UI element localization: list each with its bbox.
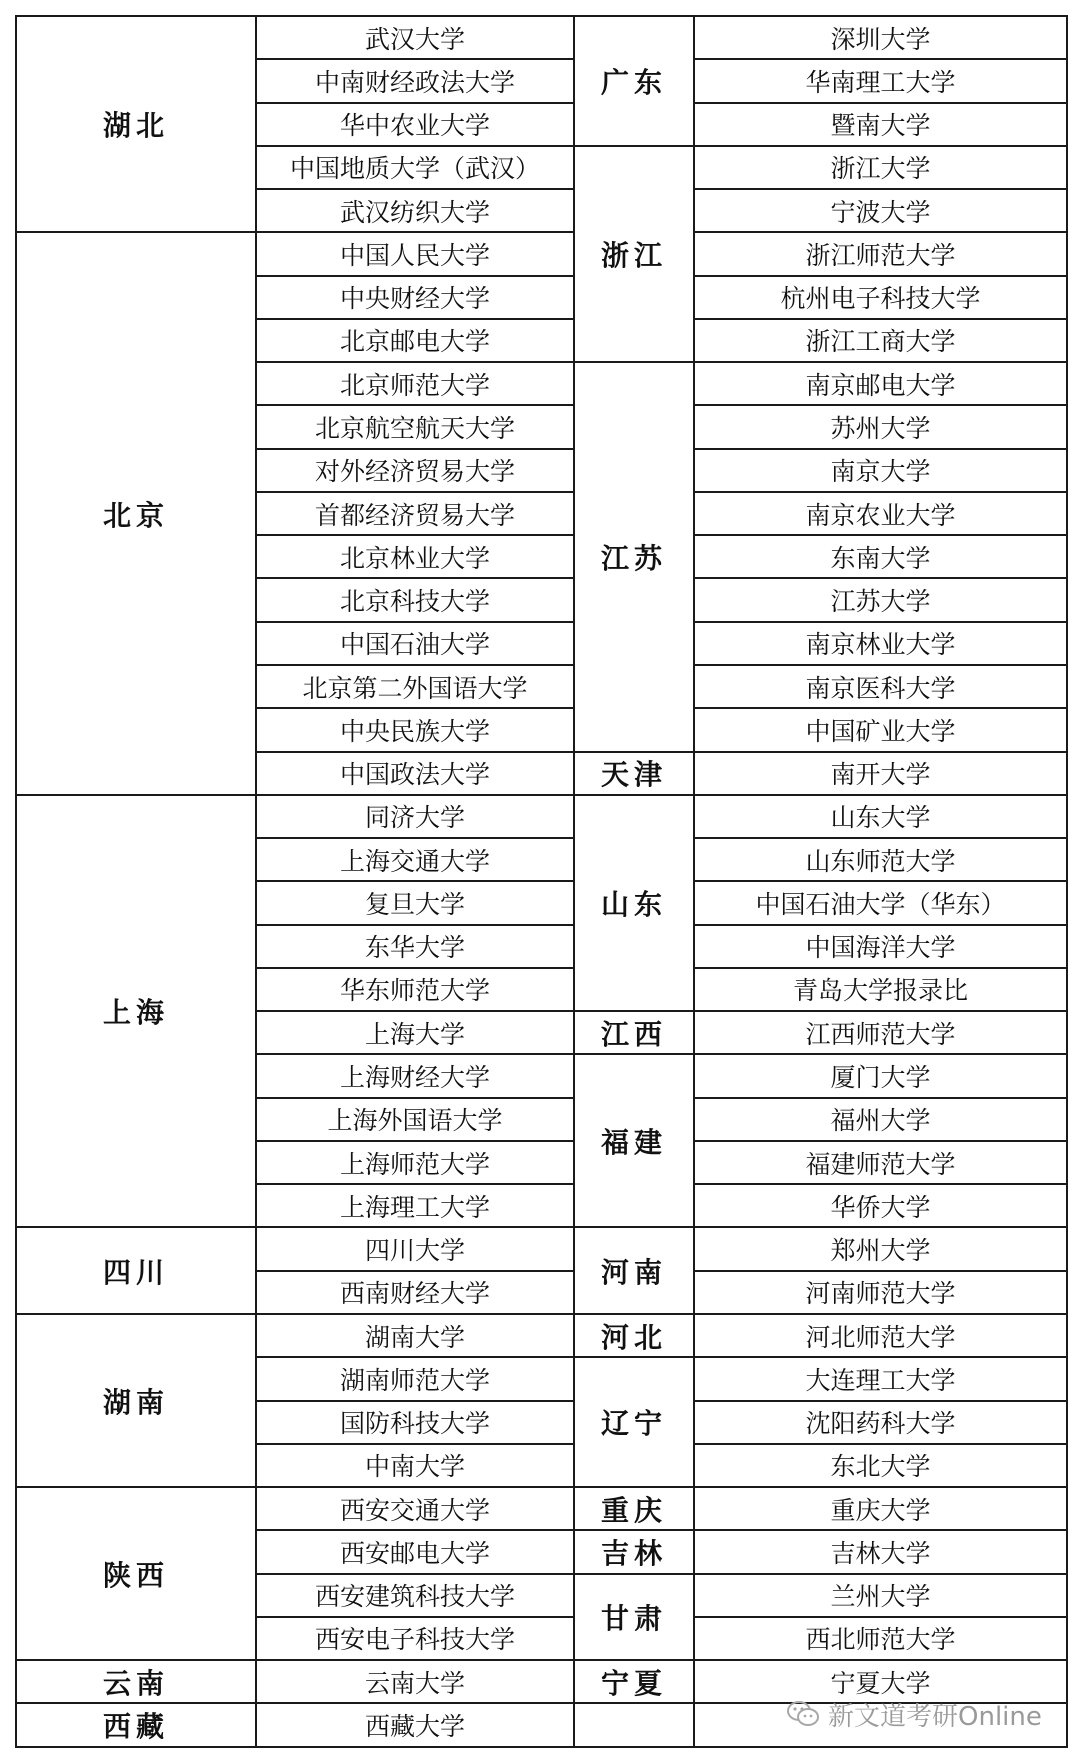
right-province-cell: 福建 (574, 1054, 694, 1227)
right-university-cell: 福建师范大学 (694, 1141, 1067, 1184)
left-university-cell: 湖南师范大学 (256, 1357, 574, 1400)
left-university-cell: 西藏大学 (256, 1703, 574, 1746)
right-province-cell: 河北 (574, 1314, 694, 1357)
table-row (16, 16, 1067, 59)
left-province-cell: 四川 (16, 1227, 256, 1314)
right-university-cell: 吉林大学 (694, 1530, 1067, 1573)
left-university-cell: 东华大学 (256, 925, 574, 968)
right-province-cell: 浙江 (574, 146, 694, 362)
right-province-cell: 河南 (574, 1227, 694, 1314)
left-province-cell: 湖南 (16, 1314, 256, 1487)
right-university-cell: 杭州电子科技大学 (694, 276, 1067, 319)
right-university-cell: 华侨大学 (694, 1184, 1067, 1227)
right-university-cell: 厦门大学 (694, 1054, 1067, 1097)
right-university-cell: 南京农业大学 (694, 492, 1067, 535)
right-university-cell: 深圳大学 (694, 16, 1067, 59)
right-university-cell: 宁夏大学 (694, 1660, 1067, 1703)
right-province-cell: 江西 (574, 1011, 694, 1054)
right-university-cell: 浙江大学 (694, 146, 1067, 189)
right-university-cell: 江西师范大学 (694, 1011, 1067, 1054)
left-university-cell: 中南财经政法大学 (256, 59, 574, 102)
right-university-cell: 浙江师范大学 (694, 232, 1067, 275)
left-university-cell: 首都经济贸易大学 (256, 492, 574, 535)
left-province-cell: 云南 (16, 1660, 256, 1703)
right-university-cell: 南京大学 (694, 449, 1067, 492)
left-university-cell: 西安邮电大学 (256, 1530, 574, 1573)
right-university-cell: 山东师范大学 (694, 838, 1067, 881)
left-university-cell: 四川大学 (256, 1227, 574, 1270)
right-university-cell: 河北师范大学 (694, 1314, 1067, 1357)
table-row (16, 1487, 1067, 1530)
left-university-cell: 中国地质大学（武汉） (256, 146, 574, 189)
right-university-cell: 南京医科大学 (694, 665, 1067, 708)
right-university-cell: 苏州大学 (694, 405, 1067, 448)
left-university-cell: 华中农业大学 (256, 103, 574, 146)
right-province-cell: 山东 (574, 795, 694, 1011)
left-university-cell: 中国政法大学 (256, 752, 574, 795)
table-row (16, 232, 1067, 275)
right-university-cell: 东北大学 (694, 1444, 1067, 1487)
left-province-cell: 上海 (16, 795, 256, 1228)
left-university-cell: 西安建筑科技大学 (256, 1574, 574, 1617)
right-university-cell: 中国海洋大学 (694, 925, 1067, 968)
right-university-cell: 南开大学 (694, 752, 1067, 795)
left-university-cell: 上海师范大学 (256, 1141, 574, 1184)
right-university-cell: 河南师范大学 (694, 1271, 1067, 1314)
right-university-cell: 南京林业大学 (694, 622, 1067, 665)
right-university-cell: 青岛大学报录比 (694, 968, 1067, 1011)
table-row (16, 1660, 1067, 1703)
left-university-cell: 国防科技大学 (256, 1401, 574, 1444)
left-province-cell: 陕西 (16, 1487, 256, 1660)
right-university-cell: 中国矿业大学 (694, 708, 1067, 751)
left-university-cell: 中南大学 (256, 1444, 574, 1487)
left-university-cell: 武汉纺织大学 (256, 189, 574, 232)
left-university-cell: 西安电子科技大学 (256, 1617, 574, 1660)
left-university-cell: 西南财经大学 (256, 1271, 574, 1314)
right-province-cell: 天津 (574, 752, 694, 795)
left-university-cell: 上海财经大学 (256, 1054, 574, 1097)
right-province-cell: 广东 (574, 16, 694, 146)
right-province-cell: 江苏 (574, 362, 694, 751)
right-province-cell: 甘肃 (574, 1574, 694, 1661)
left-university-cell: 对外经济贸易大学 (256, 449, 574, 492)
left-province-cell: 北京 (16, 232, 256, 794)
left-university-cell: 上海交通大学 (256, 838, 574, 881)
left-university-cell: 湖南大学 (256, 1314, 574, 1357)
right-province-cell: 宁夏 (574, 1660, 694, 1703)
university-table-body (16, 16, 1067, 1747)
right-university-cell: 中国石油大学（华东） (694, 881, 1067, 924)
left-university-cell: 中国石油大学 (256, 622, 574, 665)
watermark-text: 新文道考研Online (828, 1701, 1042, 1732)
university-table (15, 15, 1068, 1748)
left-university-cell: 北京林业大学 (256, 535, 574, 578)
right-university-cell: 江苏大学 (694, 578, 1067, 621)
left-university-cell: 中央民族大学 (256, 708, 574, 751)
left-university-cell: 武汉大学 (256, 16, 574, 59)
table-row (16, 1703, 1067, 1746)
right-university-cell: 兰州大学 (694, 1574, 1067, 1617)
table-row (16, 795, 1067, 838)
left-university-cell: 云南大学 (256, 1660, 574, 1703)
left-province-cell: 西藏 (16, 1703, 256, 1746)
right-province-cell: 重庆 (574, 1487, 694, 1530)
left-university-cell: 北京邮电大学 (256, 319, 574, 362)
left-university-cell: 北京科技大学 (256, 578, 574, 621)
left-university-cell: 北京航空航天大学 (256, 405, 574, 448)
left-university-cell: 上海理工大学 (256, 1184, 574, 1227)
right-province-cell: 吉林 (574, 1530, 694, 1573)
left-university-cell: 上海外国语大学 (256, 1098, 574, 1141)
right-university-cell: 暨南大学 (694, 103, 1067, 146)
left-university-cell: 上海大学 (256, 1011, 574, 1054)
right-university-cell: 南京邮电大学 (694, 362, 1067, 405)
left-university-cell: 中央财经大学 (256, 276, 574, 319)
right-university-cell (694, 1703, 1067, 1746)
right-university-cell: 重庆大学 (694, 1487, 1067, 1530)
table-row (16, 1227, 1067, 1270)
right-university-cell: 沈阳药科大学 (694, 1401, 1067, 1444)
right-university-cell: 郑州大学 (694, 1227, 1067, 1270)
right-university-cell: 福州大学 (694, 1098, 1067, 1141)
left-university-cell: 同济大学 (256, 795, 574, 838)
right-university-cell: 华南理工大学 (694, 59, 1067, 102)
table-row (16, 1314, 1067, 1357)
left-university-cell: 复旦大学 (256, 881, 574, 924)
right-province-cell (574, 1703, 694, 1746)
left-university-cell: 西安交通大学 (256, 1487, 574, 1530)
left-university-cell: 北京第二外国语大学 (256, 665, 574, 708)
left-province-cell: 湖北 (16, 16, 256, 232)
right-university-cell: 西北师范大学 (694, 1617, 1067, 1660)
right-university-cell: 大连理工大学 (694, 1357, 1067, 1400)
right-province-cell: 辽宁 (574, 1357, 694, 1487)
left-university-cell: 中国人民大学 (256, 232, 574, 275)
left-university-cell: 北京师范大学 (256, 362, 574, 405)
right-university-cell: 浙江工商大学 (694, 319, 1067, 362)
left-university-cell: 华东师范大学 (256, 968, 574, 1011)
right-university-cell: 宁波大学 (694, 189, 1067, 232)
right-university-cell: 东南大学 (694, 535, 1067, 578)
right-university-cell: 山东大学 (694, 795, 1067, 838)
